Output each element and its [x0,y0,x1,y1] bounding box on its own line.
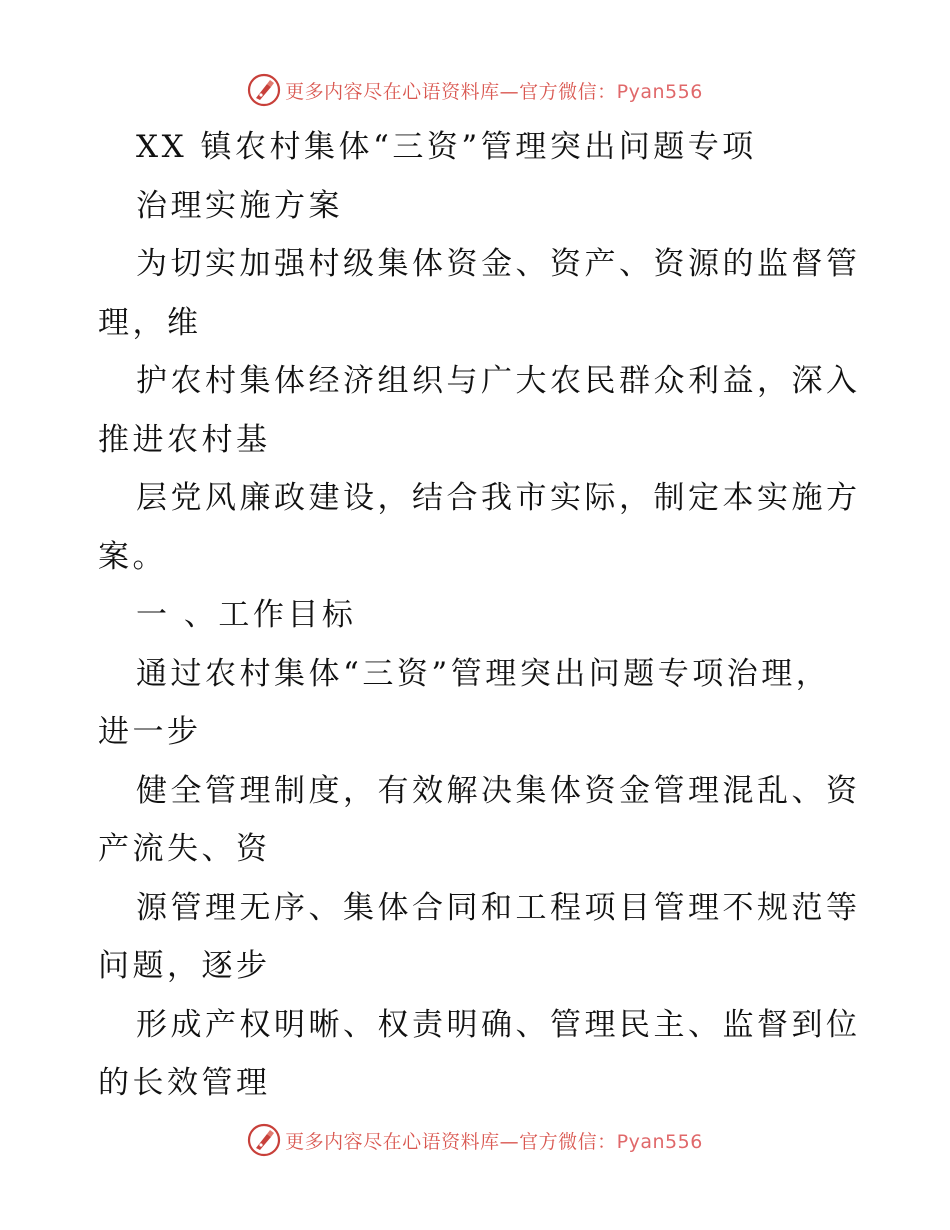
text-line: 形成产权明晰、权责明确、管理民主、监督到位 [136,1006,861,1043]
text-line: 层党风廉政建设，结合我市实际，制定本实施方 [136,480,861,516]
wechat-handle: Pyan556 [616,1130,703,1153]
text-line: 案。 [98,538,167,575]
banner-text: 更多内容尽在心语资料库—官方微信：Pyan556 [285,80,703,103]
text-line: 治理实施方案 [136,187,343,224]
text-line: 理，维 [98,304,202,341]
text-line: 源管理无序、集体合同和工程项目管理不规范等 [136,889,861,926]
text-line: 一 、工作目标 [136,597,357,633]
text-line: 问题，逐步 [98,948,271,984]
header-banner [0,70,950,110]
text-line: 通过农村集体“三资”管理突出问题专项治理， [136,655,831,692]
document-body [98,118,861,1113]
pen-nib-logo-icon [247,1123,281,1157]
pen-nib-logo-icon [247,73,281,107]
text-line: 护农村集体经济组织与广大农民群众利益，深入 [136,363,861,399]
banner-text: 更多内容尽在心语资料库—官方微信：Pyan556 [285,1130,703,1153]
text-line: 健全管理制度，有效解决集体资金管理混乱、资 [136,772,861,809]
text-line: 为切实加强村级集体资金、资产、资源的监督管 [136,246,861,282]
text-line: 产流失、资 [98,831,271,867]
text-line: 进一步 [98,714,202,750]
wechat-handle: Pyan556 [616,80,703,103]
text-line: XX 镇农村集体“三资”管理突出问题专项 [136,129,757,165]
text-line: 推进农村基 [98,421,271,458]
text-line: 的长效管理 [98,1065,271,1101]
footer-banner [0,1120,950,1160]
